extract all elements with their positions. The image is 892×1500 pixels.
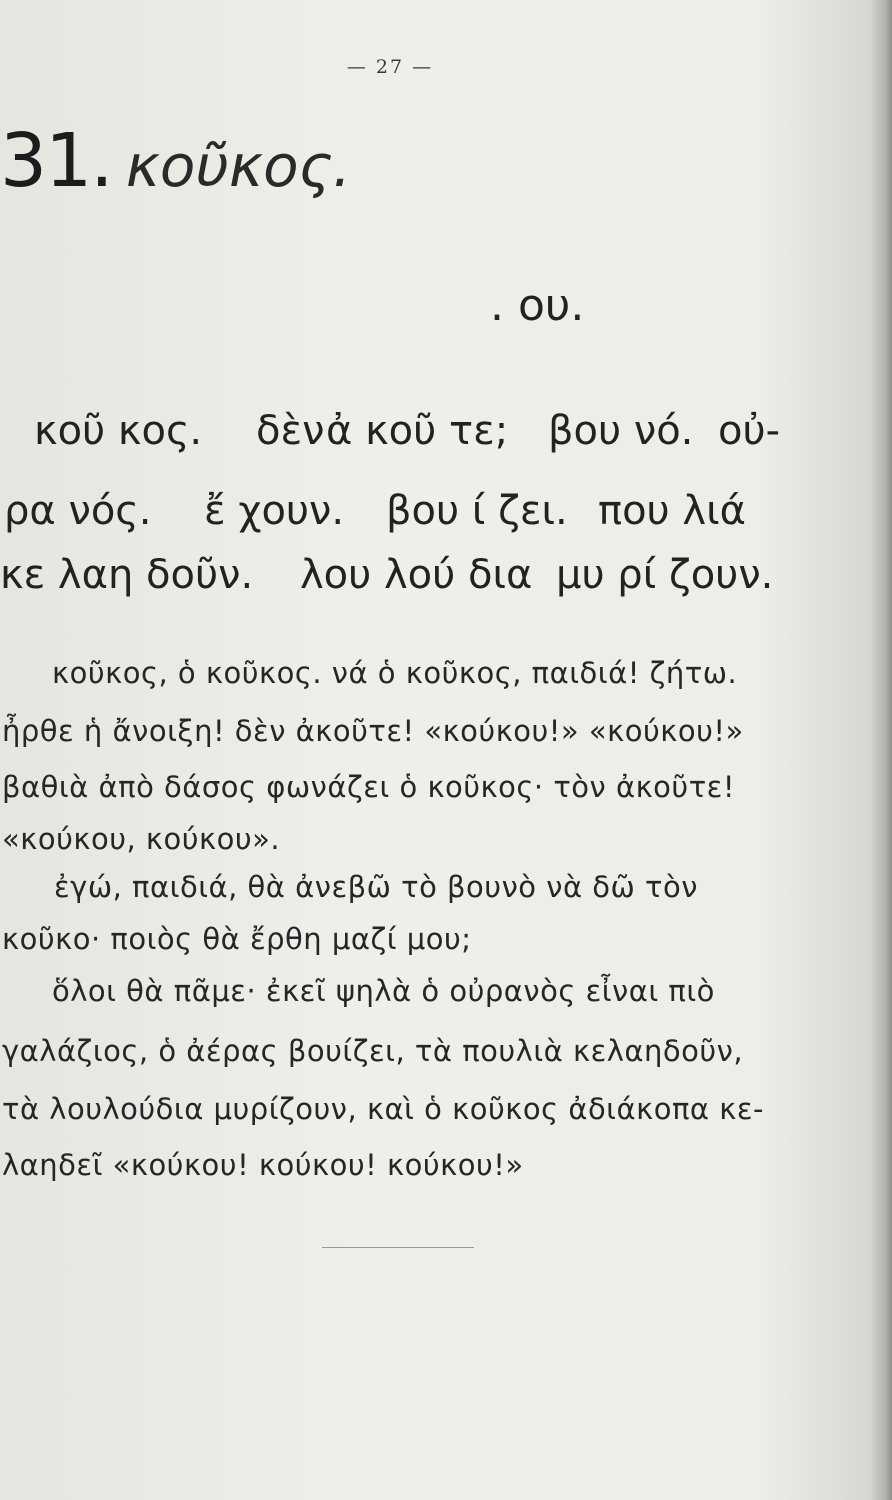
syllable-word: βου ί ζει.	[386, 488, 568, 534]
syllable-word: ἀ κοῦ τε;	[326, 408, 509, 454]
syllable-word: βου νό.	[548, 408, 694, 454]
featured-syllable: . ου.	[490, 280, 585, 331]
syllable-line-1	[0, 408, 892, 468]
syllable-word: που λιά	[598, 488, 746, 534]
syllable-word: ἔ χουν.	[204, 488, 345, 534]
reading-line: «κούκου, κούκου».	[2, 822, 281, 856]
reading-line: λαηδεῖ «κούκου! κούκου! κούκου!»	[2, 1148, 524, 1182]
syllable-word: μυ ρί ζουν.	[556, 552, 774, 598]
syllable-word: κοῦ κος.	[34, 408, 203, 454]
reading-line: ὅλοι θὰ πᾶμε· ἐκεῖ ψηλὰ ὁ οὐρανὸς εἶναι πιὸ	[52, 974, 715, 1008]
syllable-word: ρα νός.	[4, 488, 152, 534]
syllable-word: λου λού δια	[300, 552, 533, 598]
syllable-line-3	[0, 552, 892, 612]
reading-line: βαθιὰ ἀπὸ δάσος φωνάζει ὁ κοῦκος· τὸν ἀκοῦτε!	[2, 770, 735, 804]
page-edge-shadow	[870, 0, 892, 1500]
syllable-word: δὲν	[256, 408, 325, 454]
reading-line: ἐγώ, παιδιά, θὰ ἀνεβῶ τὸ βουνὸ νὰ δῶ τὸν	[54, 870, 698, 904]
syllable-line-2	[0, 488, 892, 548]
syllable-word: κε λαη δοῦν.	[0, 552, 254, 598]
reading-line: γαλάζιος, ὁ ἀέρας βουίζει, τὰ πουλιὰ κελαηδοῦν,	[2, 1034, 744, 1068]
reading-line: κοῦκος, ὁ κοῦκος. νά ὁ κοῦκος, παιδιά! ζήτω.	[52, 656, 738, 690]
lesson-title: κοῦκος.	[125, 132, 352, 200]
end-divider	[322, 1247, 474, 1248]
reading-line: τὰ λουλούδια μυρίζουν, καὶ ὁ κοῦκος ἀδιάκοπα κε-	[2, 1092, 764, 1126]
lesson-number: 31.	[0, 118, 112, 204]
reading-line: κοῦκο· ποιὸς θὰ ἔρθη μαζί μου;	[2, 922, 472, 956]
syllable-word: οὐ-	[718, 408, 781, 454]
lesson-heading	[0, 118, 351, 204]
reading-line: ἦρθε ἡ ἄνοιξη! δὲν ἀκοῦτε! «κούκου!» «κούκου!»	[2, 714, 744, 748]
page-number: — 27 —	[346, 56, 434, 78]
